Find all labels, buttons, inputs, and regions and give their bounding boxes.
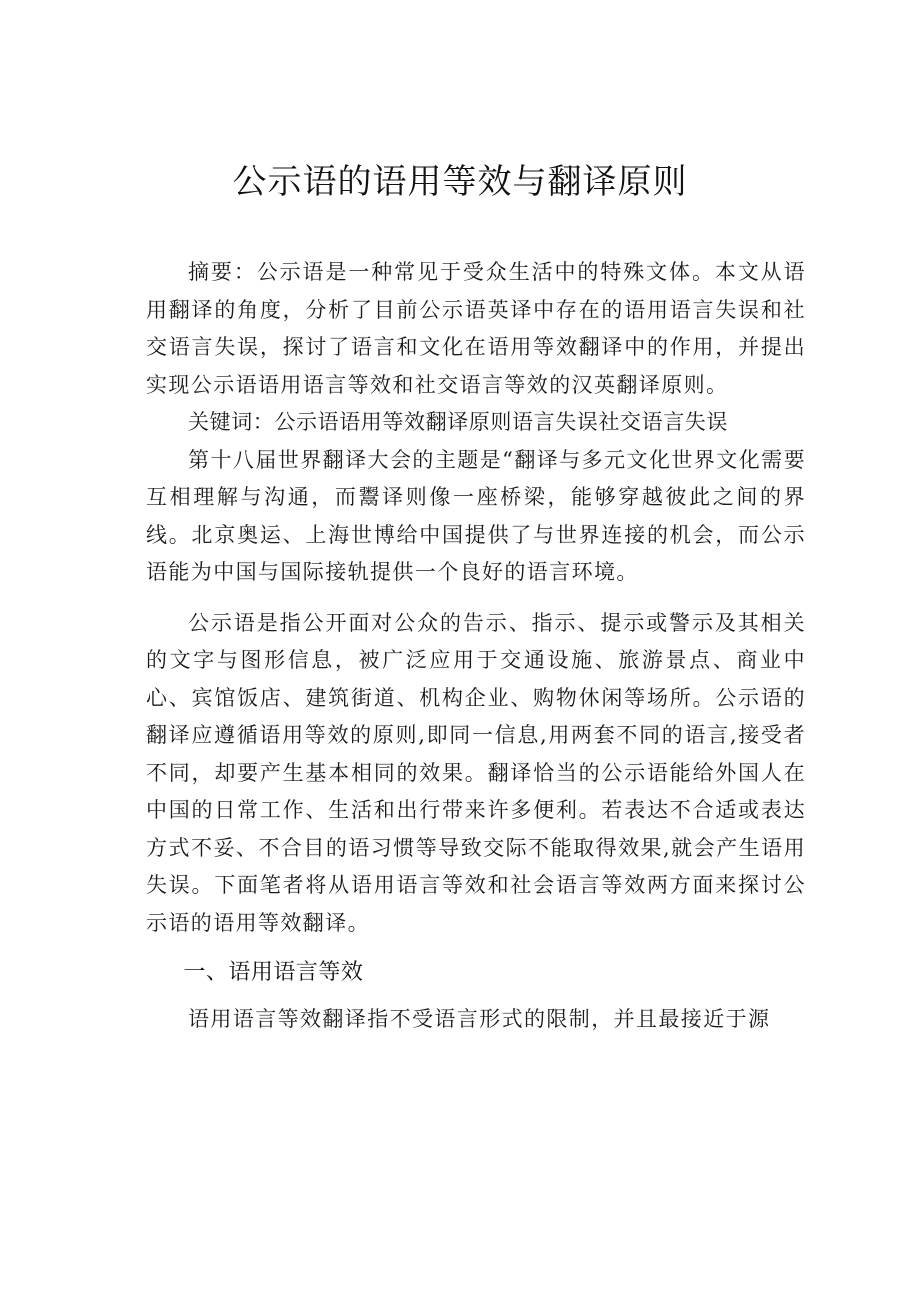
section-paragraph-1: 语用语言等效翻译指不受语言形式的限制，并且最接近于源 — [188, 1007, 771, 1031]
body-paragraph-2: 公示语是指公开面对公众的告示、指示、提示或警示及其相关的文字与图形信息，被广泛应用于交通设施、旅游景点、商业中心、宾馆饭店、建筑街道、机构企业、购物休闲等场所。公示语的翻译应遵循语用等效的原则,即同一信息,用两套不同的语言,接受者不同，却要产生基本相同的效果。翻译恰当的公示语能给外国人在中国的日常工作、生活和出行带来许多便利。若表达不合适或表达方式不妥、不合目的语习惯等导致交际不能取得效果,就会产生语用失误。下面笔者将从语用语言等效和社会语言等效两方面来探讨公示语的语用等效翻译。 — [146, 610, 806, 935]
keywords-line: 关键词：公示语语用等效翻译原则语言失误社交语言失误 — [188, 410, 728, 434]
body-paragraph-1: 第十八届世界翻译大会的主题是“翻译与多元文化世界文化需要互相理解与沟通，而鬻译则像一座桥梁，能够穿越彼此之间的界线。北京奥运、上海世博给中国提供了与世界连接的机会，而公示语能为中国与国际接轨提供一个良好的语言环境。 — [146, 447, 806, 584]
section-heading: 一、语用语言等效 — [183, 960, 364, 985]
document-body — [146, 254, 806, 1039]
document-title: 公示语的语用等效与翻译原则 — [232, 162, 688, 202]
abstract-paragraph: 摘要：公示语是一种常见于受众生活中的特殊文体。本文从语用翻译的角度，分析了目前公示语英译中存在的语用语言失误和社交语言失误，探讨了语言和文化在语用等效翻译中的作用，并提出实现公示语语用语言等效和社交语言等效的汉英翻译原则。 — [146, 260, 806, 397]
